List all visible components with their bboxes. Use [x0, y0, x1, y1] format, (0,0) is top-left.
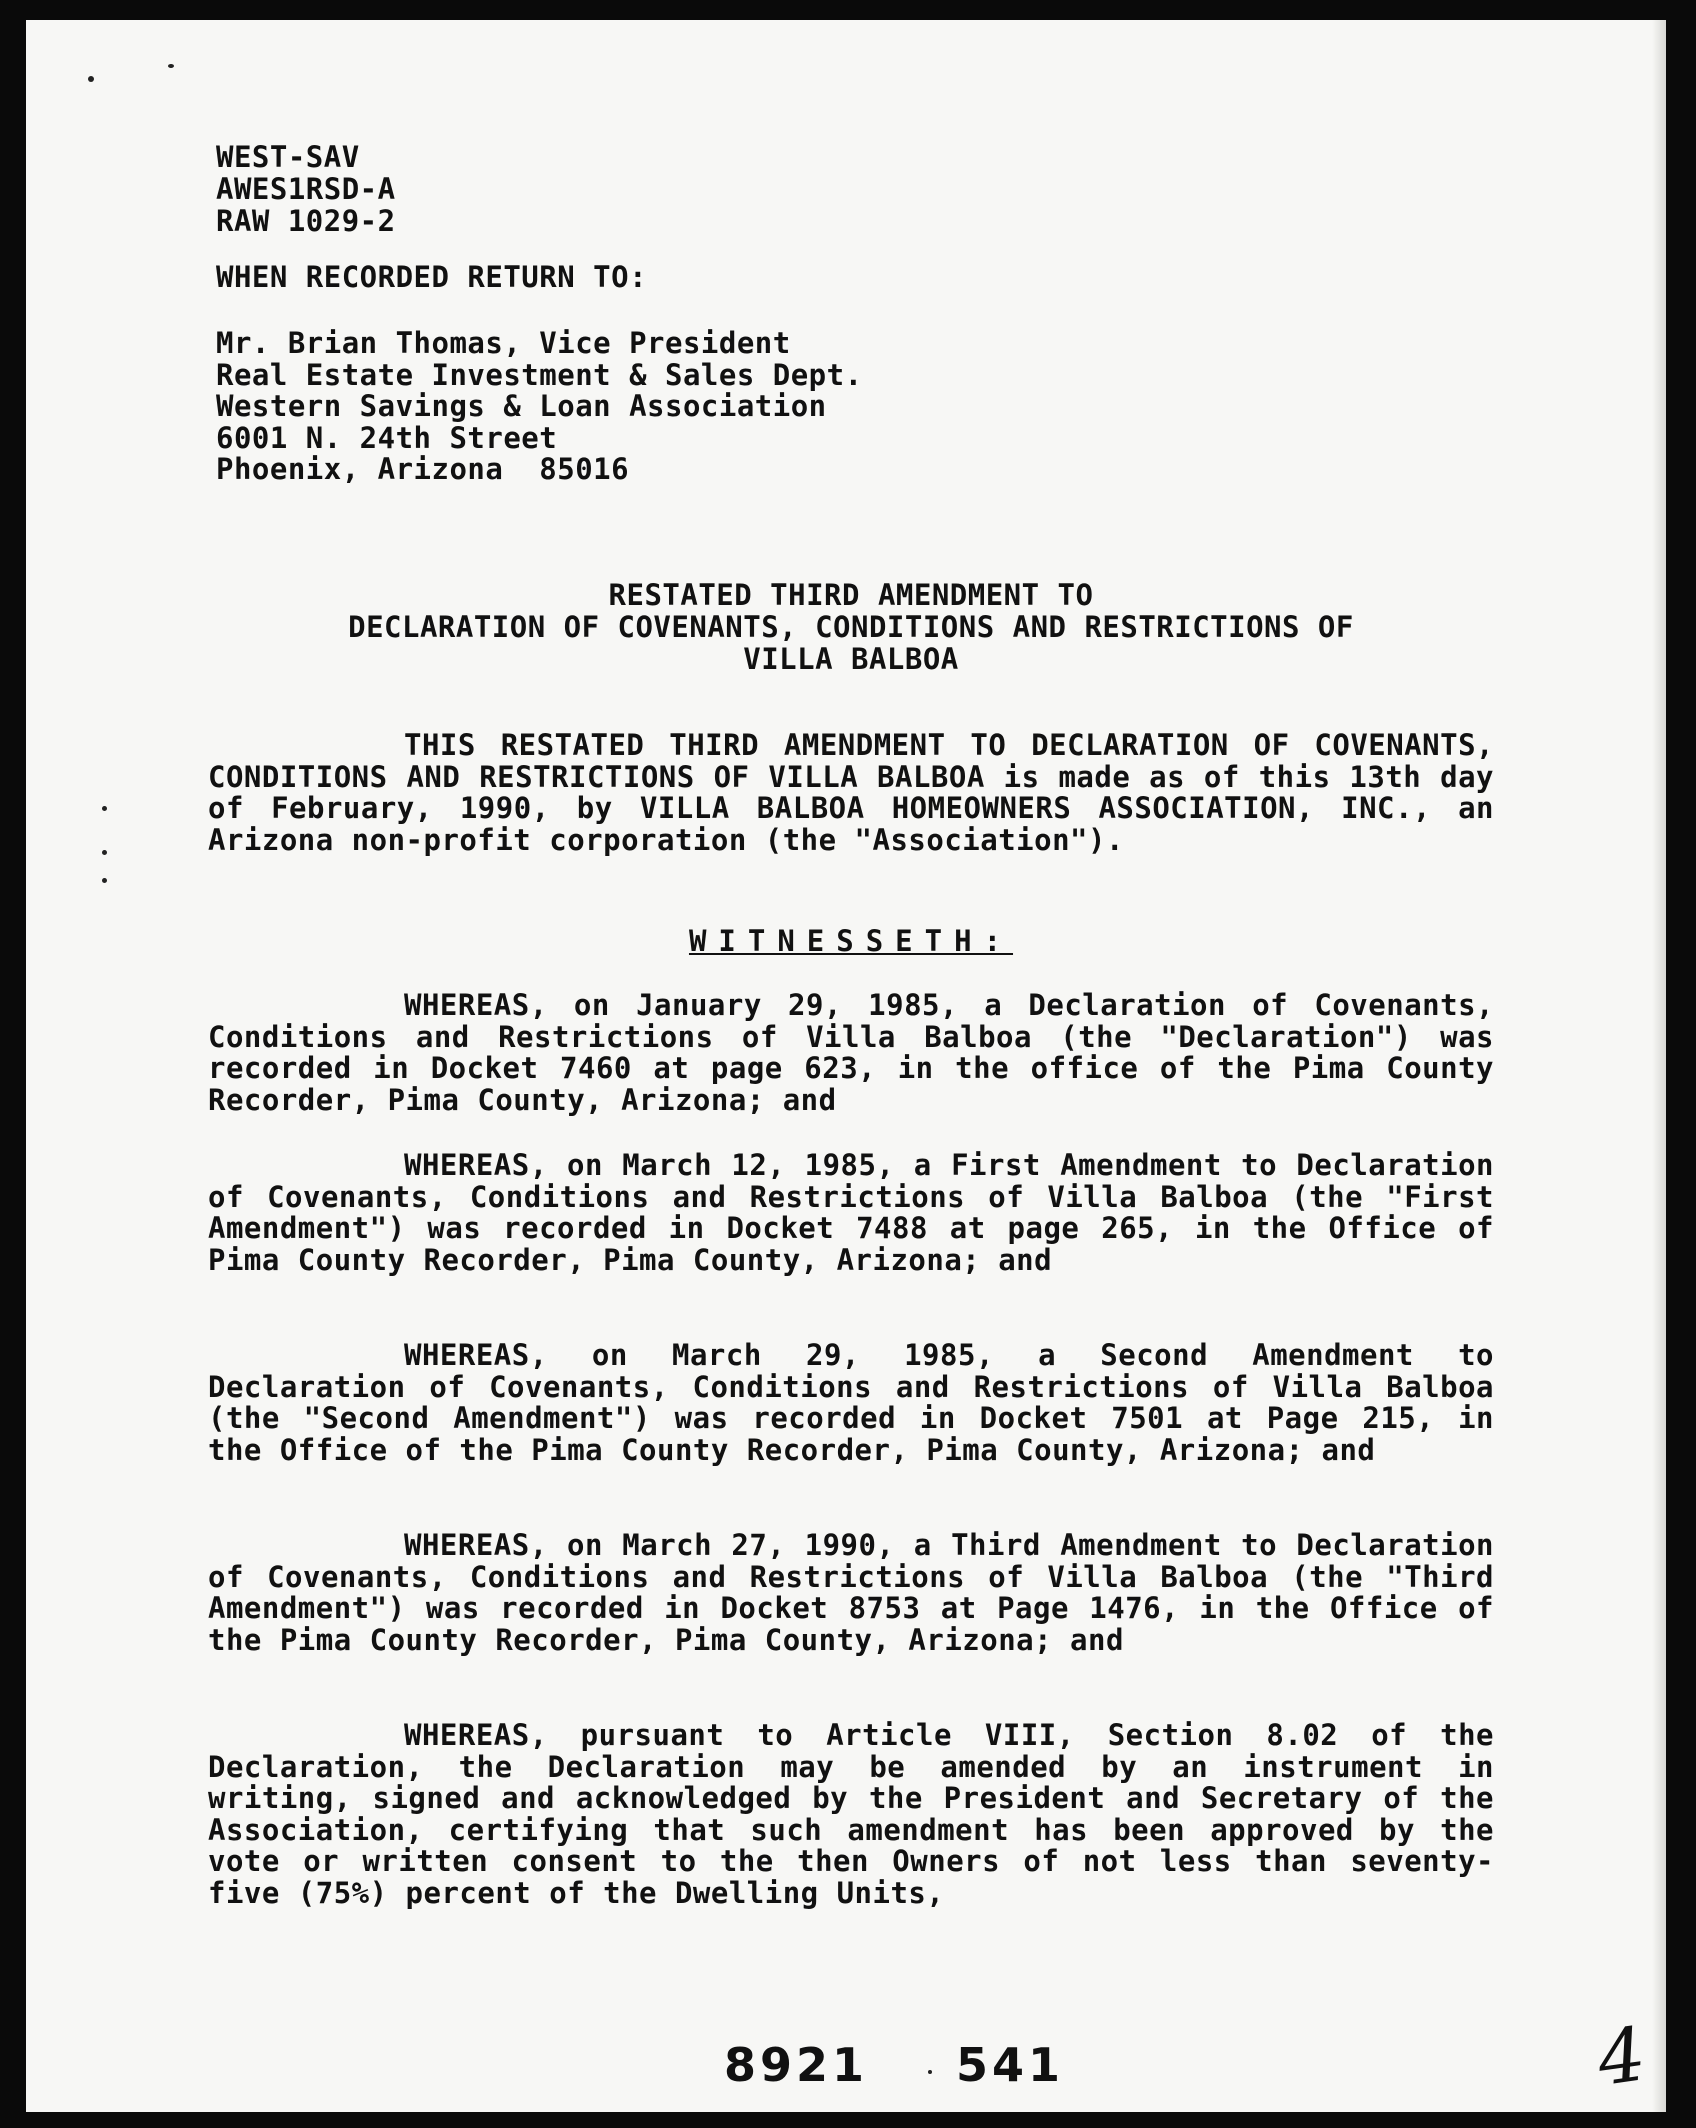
intro-text: THIS RESTATED THIRD AMENDMENT TO DECLARATION OF COVENANTS, CONDITIONS AND RESTRICTIONS OF VILLA BALBOA is made as of this 13th day of February, 1990, by VILLA BALBOA HOMEOWNERS ASSOCIATION, INC., an Arizona non-profit corporation (the "Association"). [208, 728, 1494, 857]
witnesseth-heading: WITNESSETH: [688, 924, 1014, 958]
scan-speck [102, 806, 107, 811]
scan-speck [928, 2070, 932, 2074]
address-line: 6001 N. 24th Street [216, 420, 558, 455]
code-line: WEST-SAV [216, 140, 360, 174]
whereas-paragraph-1 [208, 990, 1494, 1116]
whereas-text: WHEREAS, on January 29, 1985, a Declaration of Covenants, Conditions and Restrictions of Villa Balboa (the "Declaration") was recorded in Docket 7460 at page 623, in the office of the Pima County Recorder, Pima County, Arizona; and [208, 988, 1494, 1117]
address-line: Real Estate Investment & Sales Dept. [216, 357, 863, 392]
code-line: AWES1RSD-A [216, 172, 396, 206]
docket-number: 8921 [724, 2038, 869, 2092]
document-title [216, 578, 1486, 674]
scan-speck [88, 76, 94, 82]
whereas-text: WHEREAS, on March 27, 1990, a Third Amendment to Declaration of Covenants, Conditions and Restrictions of Villa Balboa (the "Third Amendment") was recorded in Docket 8753 at Page 1476, in the Office of the Pima County Recorder, Pima County, Arizona; and [208, 1528, 1494, 1657]
return-address [216, 326, 863, 484]
title-line-1: RESTATED THIRD AMENDMENT TO [608, 578, 1094, 612]
whereas-paragraph-2 [208, 1150, 1494, 1276]
code-line: RAW 1029-2 [216, 204, 396, 238]
title-line-2: DECLARATION OF COVENANTS, CONDITIONS AND RESTRICTIONS OF [348, 610, 1354, 644]
whereas-text: WHEREAS, on March 29, 1985, a Second Amendment to Declaration of Covenants, Conditions and Restrictions of Villa Balboa (the "Second Amendment") was recorded in Docket 7501 at Page 215, in the Office of the Pima County Recorder, Pima County, Arizona; and [208, 1338, 1494, 1467]
title-line-3: VILLA BALBOA [743, 642, 959, 676]
scan-speck [102, 850, 107, 855]
whereas-paragraph-3 [208, 1340, 1494, 1466]
whereas-text: WHEREAS, on March 12, 1985, a First Amendment to Declaration of Covenants, Conditions and Restrictions of Villa Balboa (the "First Amendment") was recorded in Docket 7488 at page 265, in the Office of Pima County Recorder, Pima County, Arizona; and [208, 1148, 1494, 1277]
intro-paragraph [208, 730, 1494, 856]
document-page [26, 20, 1666, 2112]
address-line: Mr. Brian Thomas, Vice President [216, 326, 791, 360]
page-number: 541 [956, 2038, 1065, 2092]
scan-speck [102, 878, 107, 883]
whereas-paragraph-4 [208, 1530, 1494, 1656]
whereas-paragraph-5 [208, 1720, 1494, 1910]
address-line: Phoenix, Arizona 85016 [216, 452, 630, 486]
scan-speck [168, 64, 174, 68]
document-body [26, 20, 1666, 2112]
address-line: Western Savings & Loan Association [216, 389, 827, 423]
header-codes [216, 140, 396, 236]
handwritten-page-mark: 4 [1592, 2011, 1652, 2103]
return-label: WHEN RECORDED RETURN TO: [216, 260, 648, 294]
whereas-text: WHEREAS, pursuant to Article VIII, Section 8.02 of the Declaration, the Declaration may be amended by an instrument in writing, signed and acknowledged by the President and Secretary of the Association, certifying that such amendment has been approved by the vote or written consent to the then Owners of not less than seventy-five (75%) percent of the Dwelling Units, [208, 1718, 1494, 1910]
